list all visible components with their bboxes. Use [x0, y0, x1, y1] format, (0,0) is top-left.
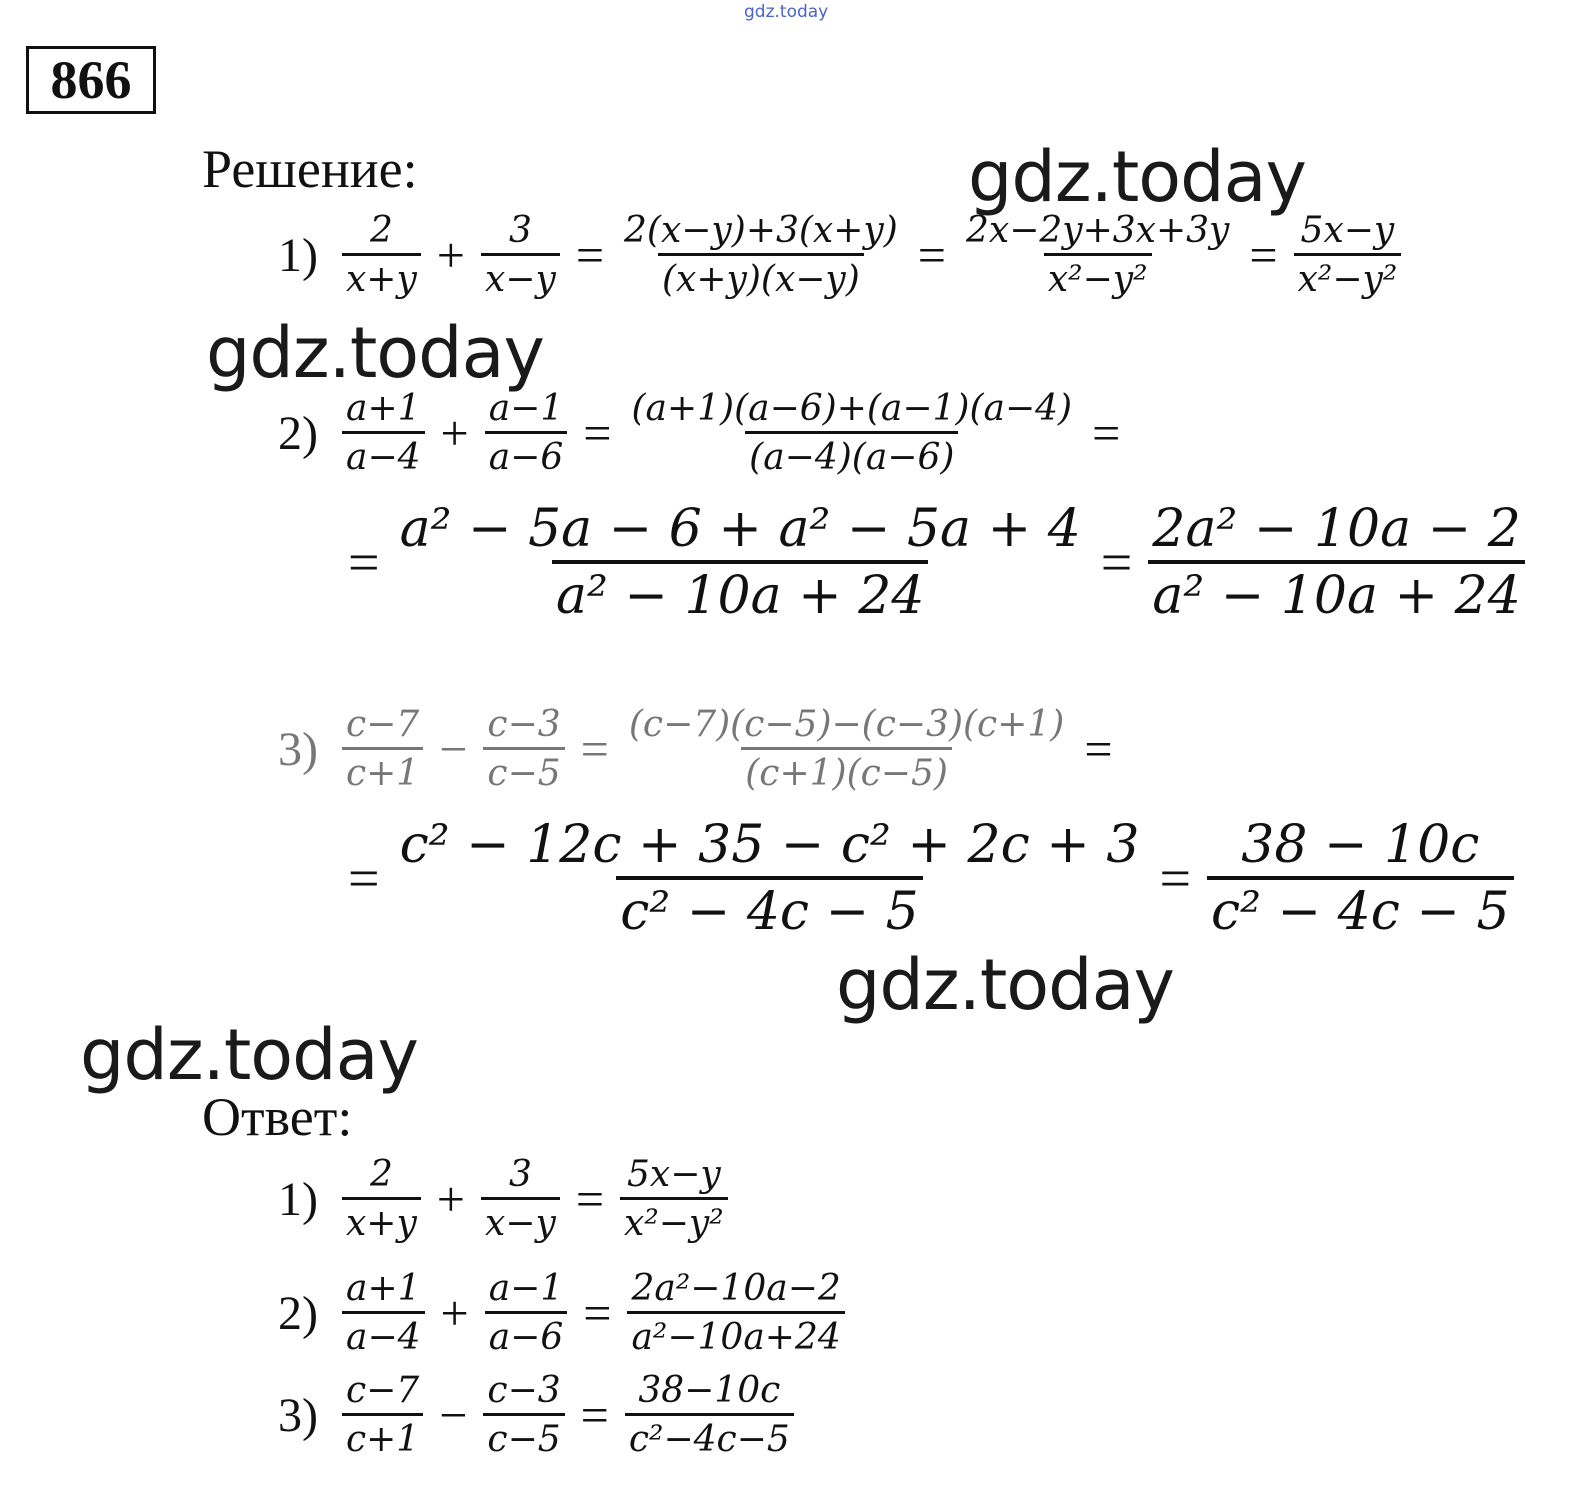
solution-step-3-continued — [348, 815, 1514, 942]
equals-sign: = — [583, 405, 612, 462]
numerator: 2a² − 10a − 2 — [1152, 499, 1521, 559]
denominator: c² − 4c − 5 — [1207, 876, 1514, 940]
numerator: 5x−y — [1300, 210, 1395, 251]
equals-sign: = — [1249, 227, 1278, 284]
solution-step-2 — [278, 390, 1136, 477]
fraction — [342, 1270, 425, 1357]
equals-sign: = — [348, 847, 380, 910]
operator: + — [436, 1171, 465, 1228]
denominator: (x+y)(x−y) — [658, 253, 864, 299]
fraction — [396, 499, 1085, 626]
step-label: 1) — [278, 228, 318, 282]
denominator: a−4 — [342, 431, 425, 477]
denominator: a²−10a+24 — [627, 1311, 844, 1357]
denominator: c−5 — [483, 747, 564, 793]
answer-2 — [278, 1270, 845, 1357]
denominator: x+y — [342, 1197, 421, 1243]
solution-step-1 — [278, 212, 1401, 299]
watermark-top: gdz.today — [744, 2, 829, 22]
numerator: 5x−y — [626, 1154, 721, 1195]
fraction — [342, 1372, 423, 1459]
numerator: c−3 — [487, 704, 561, 745]
numerator: a−1 — [488, 1268, 564, 1309]
answer-label: 1) — [278, 1172, 318, 1226]
numerator: (c−7)(c−5)−(c−3)(c+1) — [628, 704, 1065, 745]
answer-label: 3) — [278, 1388, 318, 1442]
fraction — [1294, 212, 1402, 299]
fraction — [481, 1156, 560, 1243]
fraction — [483, 706, 564, 793]
numerator: a−1 — [488, 388, 564, 429]
denominator: a−6 — [485, 1311, 568, 1357]
numerator: (a+1)(a−6)+(a−1)(a−4) — [631, 388, 1073, 429]
operator: + — [436, 227, 465, 284]
operator: − — [439, 1387, 468, 1444]
fraction — [342, 706, 423, 793]
fraction — [342, 1156, 421, 1243]
equals-sign: = — [1159, 847, 1192, 910]
denominator: c² − 4c − 5 — [616, 876, 923, 940]
solution-step-3 — [278, 706, 1129, 793]
equals-sign: = — [1100, 531, 1133, 594]
numerator: a+1 — [345, 388, 421, 429]
denominator: a² − 10a + 24 — [1148, 560, 1524, 624]
fraction — [962, 212, 1233, 299]
equals-sign: = — [575, 227, 605, 284]
step-label: 2) — [278, 406, 318, 460]
denominator: x²−y² — [620, 1197, 728, 1243]
numerator: c−3 — [487, 1370, 561, 1411]
equals-sign: = — [1092, 405, 1121, 462]
answer-3 — [278, 1372, 794, 1459]
fraction — [625, 1372, 794, 1459]
denominator: (a−4)(a−6) — [745, 431, 958, 477]
denominator: c+1 — [342, 1413, 423, 1459]
equals-sign: = — [580, 1387, 609, 1444]
equals-sign: = — [348, 531, 380, 594]
fraction — [481, 212, 560, 299]
numerator: 38 − 10c — [1241, 815, 1480, 875]
denominator: c−5 — [483, 1413, 564, 1459]
denominator: x−y — [481, 1197, 560, 1243]
denominator: x²−y² — [1294, 253, 1402, 299]
step-label: 3) — [278, 722, 318, 776]
denominator: c+1 — [342, 747, 423, 793]
fraction — [627, 390, 1076, 477]
equals-sign: = — [580, 721, 609, 778]
fraction — [485, 1270, 568, 1357]
equals-sign: = — [583, 1285, 612, 1342]
numerator: 2x−2y+3x+3y — [965, 210, 1230, 251]
fraction — [1207, 815, 1514, 942]
denominator: c²−4c−5 — [625, 1413, 794, 1459]
numerator: 2a²−10a−2 — [631, 1268, 841, 1309]
fraction — [396, 815, 1144, 942]
numerator: c² − 12c + 35 − c² + 2c + 3 — [399, 815, 1140, 875]
fraction — [342, 390, 425, 477]
operator: + — [440, 405, 469, 462]
fraction — [1148, 499, 1524, 626]
answer-1 — [278, 1156, 728, 1243]
numerator: a² − 5a − 6 + a² − 5a + 4 — [399, 499, 1081, 559]
fraction — [485, 390, 568, 477]
denominator: x²−y² — [1044, 253, 1152, 299]
fraction — [483, 1372, 564, 1459]
numerator: c−7 — [345, 704, 420, 745]
denominator: (c+1)(c−5) — [741, 747, 952, 793]
denominator: x−y — [481, 253, 560, 299]
numerator: a+1 — [345, 1268, 421, 1309]
numerator: 3 — [508, 210, 532, 251]
solution-step-2-continued — [348, 499, 1525, 626]
numerator: 38−10c — [638, 1370, 781, 1411]
watermark: gdz.today — [206, 312, 544, 394]
watermark: gdz.today — [80, 1014, 418, 1096]
denominator: a−4 — [342, 1311, 425, 1357]
denominator: a−6 — [485, 431, 568, 477]
watermark: gdz.today — [968, 136, 1306, 218]
fraction — [342, 212, 421, 299]
numerator: 2(x−y)+3(x+y) — [624, 210, 898, 251]
equals-sign: = — [1084, 721, 1113, 778]
fraction — [625, 706, 1068, 793]
watermark: gdz.today — [836, 944, 1174, 1026]
problem-number: 866 — [26, 46, 156, 114]
fraction — [620, 212, 902, 299]
answer-label: 2) — [278, 1286, 318, 1340]
operator: − — [439, 721, 468, 778]
denominator: x+y — [342, 253, 421, 299]
answer-heading: Ответ: — [202, 1087, 353, 1147]
denominator: a² − 10a + 24 — [552, 560, 928, 624]
numerator: c−7 — [345, 1370, 420, 1411]
fraction — [627, 1270, 844, 1357]
equals-sign: = — [575, 1171, 605, 1228]
numerator: 2 — [369, 210, 393, 251]
numerator: 3 — [508, 1154, 532, 1195]
equals-sign: = — [917, 227, 946, 284]
operator: + — [440, 1285, 469, 1342]
numerator: 2 — [369, 1154, 393, 1195]
solution-heading: Решение: — [202, 139, 418, 199]
fraction — [620, 1156, 728, 1243]
